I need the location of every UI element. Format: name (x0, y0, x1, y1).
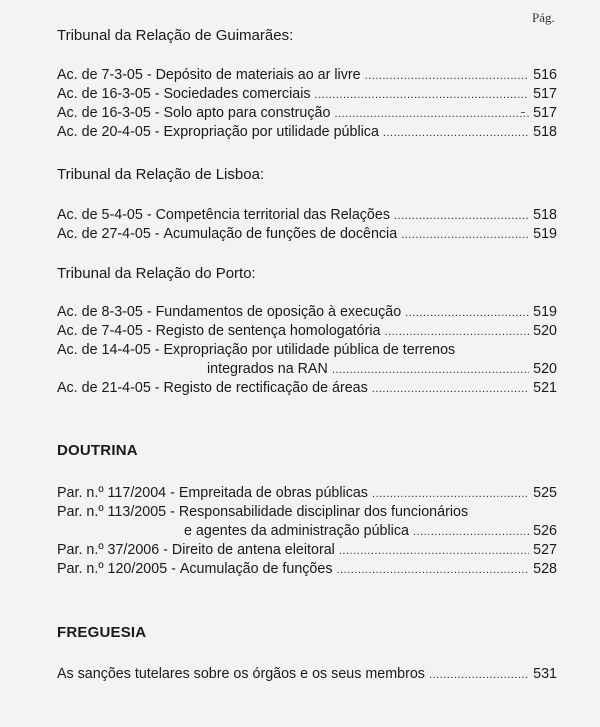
entry-page: 520 (533, 361, 557, 377)
entry-code: Ac. de 7-3-05 (57, 67, 143, 83)
section-freguesia (57, 624, 557, 642)
toc-entry: Ac. de 14-4-05 - Expropriação por utilidade pública de terrenos (57, 342, 456, 358)
entry-code: Par. n.º 37/2006 (57, 542, 160, 558)
toc-entry: Ac. de 8-3-05 - Fundamentos de oposição à execução ..... 519 (57, 303, 557, 322)
entry-page: 519 (533, 226, 557, 242)
toc-entry: Ac. de 20-4-05 - Expropriação por utilidade pública ..... 518 (57, 123, 557, 142)
section-heading-lisboa: Tribunal da Relação de Lisboa: (57, 166, 265, 183)
leader-dots (339, 542, 529, 561)
section-heading-freguesia: FREGUESIA (57, 624, 147, 641)
leader-dots (413, 523, 529, 542)
section-heading-porto: Tribunal da Relação do Porto: (57, 265, 256, 282)
toc-entry: Par. n.º 120/2005 - Acumulação de funções ..... 528 (57, 560, 557, 579)
entry-title: Sociedades comerciais (163, 86, 311, 102)
entry-code: Ac. de 16-3-05 (57, 86, 151, 102)
leader-dots (401, 226, 529, 245)
leader-dots (394, 207, 529, 226)
section-heading-doutrina: DOUTRINA (57, 442, 138, 459)
entry-page: 516 (533, 67, 557, 83)
entry-page: 528 (533, 561, 557, 577)
entry-page: 517 (533, 86, 557, 102)
entry-code: Ac. de 16-3-05 (57, 105, 151, 121)
entry-title: Registo de rectificação de áreas (163, 380, 368, 396)
leader-dots (405, 304, 529, 323)
section-heading-guimaraes: Tribunal da Relação de Guimarães: (57, 27, 294, 44)
toc-entry: Par. n.º 113/2005 - Responsabilidade disciplinar dos funcionários (57, 504, 469, 520)
toc-entry: Ac. de 21-4-05 - Registo de rectificação de áreas ..... 521 (57, 379, 557, 398)
leader-dots (372, 380, 529, 399)
entry-page: 518 (533, 124, 557, 140)
leader-dots (336, 561, 529, 580)
entry-code: Ac. de 27-4-05 (57, 226, 151, 242)
leader-dots (383, 124, 529, 143)
entry-code: Par. n.º 120/2005 (57, 561, 168, 577)
entry-page: 531 (533, 666, 557, 682)
entry-page: 517 (533, 105, 557, 121)
toc-entry-continuation (57, 522, 557, 541)
toc-list-guimaraes (57, 66, 557, 142)
entry-title: Responsabilidade disciplinar dos funcionários (178, 504, 469, 520)
leader-dots (334, 105, 529, 124)
entry-code: Par. n.º 117/2004 (57, 485, 167, 501)
toc-entry: Ac. de 7-3-05 - Depósito de materiais ao ar livre ..... 516 (57, 66, 557, 85)
entry-title: Expropriação por utilidade pública de terrenos (163, 342, 456, 358)
toc-entry: Par. n.º 117/2004 - Empreitada de obras públicas ..... 525 (57, 484, 557, 503)
leader-dots (429, 666, 529, 685)
entry-page: 525 (533, 485, 557, 501)
entry-title: Competência territorial das Relações (155, 207, 390, 223)
leader-dots (385, 323, 530, 342)
toc-entry (57, 665, 557, 684)
toc-entry-continuation (57, 360, 557, 379)
entry-code: Par. n.º 113/2005 (57, 504, 167, 520)
entry-code: Ac. de 5-4-05 (57, 207, 143, 223)
toc-list-doutrina (57, 484, 557, 579)
entry-title: Solo apto para construção (163, 105, 331, 121)
entry-page: 521 (533, 380, 557, 396)
entry-title: Expropriação por utilidade pública (163, 124, 379, 140)
leader-dots (332, 361, 529, 380)
toc-entry: Ac. de 27-4-05 - Acumulação de funções de docência ..... 519 (57, 225, 557, 244)
entry-page: 527 (533, 542, 557, 558)
entry-title-continuation: e agentes da administração pública (184, 523, 409, 539)
entry-title: Depósito de materiais ao ar livre (155, 67, 361, 83)
section-doutrina (57, 442, 557, 460)
leader-dots (365, 67, 530, 86)
entry-code: Ac. de 7-4-05 (57, 323, 143, 339)
entry-title: As sanções tutelares sobre os órgãos e os seus membros (57, 666, 425, 682)
entry-title: Direito de antena eleitoral (171, 542, 335, 558)
entry-title: Acumulação de funções (179, 561, 333, 577)
entry-code: Ac. de 21-4-05 (57, 380, 151, 396)
entry-page: 518 (533, 207, 557, 223)
entry-title: Acumulação de funções de docência (163, 226, 398, 242)
toc-entry: Ac. de 16-3-05 - Sociedades comerciais ..... 517 (57, 85, 557, 104)
section-lisboa (57, 166, 557, 184)
entry-code: Ac. de 20-4-05 (57, 124, 151, 140)
leader-dots (372, 485, 529, 504)
toc-list-freguesia (57, 665, 557, 684)
entry-title: Registo de sentença homologatória (155, 323, 381, 339)
entry-page: 526 (533, 523, 557, 539)
toc-entry: Ac. de 5-4-05 - Competência territorial das Relações ..... 518 (57, 206, 557, 225)
toc-entry: Ac. de 7-4-05 - Registo de sentença homologatória ..... 520 (57, 322, 557, 341)
entry-title: Empreitada de obras públicas (178, 485, 368, 501)
entry-page: 520 (533, 323, 557, 339)
page-label: Pág. (532, 10, 555, 25)
toc-list-lisboa (57, 206, 557, 244)
toc-list-porto (57, 303, 557, 398)
toc-entry: Par. n.º 37/2006 - Direito de antena eleitoral ..... 527 (57, 541, 557, 560)
entry-title: Fundamentos de oposição à execução (155, 304, 402, 320)
leader-dots (315, 86, 530, 105)
entry-code: Ac. de 14-4-05 (57, 342, 151, 358)
section-porto (57, 265, 557, 283)
entry-code: Ac. de 8-3-05 (57, 304, 143, 320)
toc-entry: Ac. de 16-3-05 - Solo apto para construção ..... 517 (57, 104, 557, 123)
entry-title-continuation: integrados na RAN (207, 361, 328, 377)
entry-page: 519 (533, 304, 557, 320)
scan-speck (521, 112, 525, 113)
section-guimaraes (57, 27, 557, 45)
